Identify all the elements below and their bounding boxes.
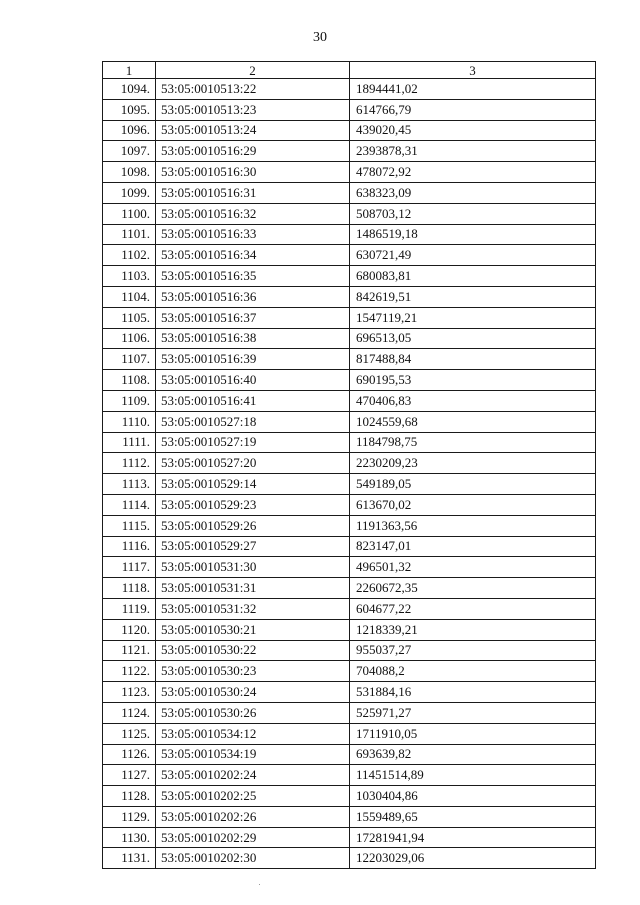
column-header: 3 [350,62,596,79]
page-number: 30 [313,30,327,45]
cadastral-value-cell: 613670,02 [350,494,596,515]
cadastral-value-cell: 680083,81 [350,266,596,287]
row-number-cell: 1128. [103,786,156,807]
table-row [103,765,596,786]
cadastral-number-cell: 53:05:0010516:30 [156,162,350,183]
cadastral-value-cell: 1030404,86 [350,786,596,807]
cadastral-number-cell: 53:05:0010513:23 [156,99,350,120]
table-row [103,702,596,723]
cadastral-number-cell: 53:05:0010516:29 [156,141,350,162]
row-number-cell: 1103. [103,266,156,287]
cadastral-number-cell: 53:05:0010516:41 [156,390,350,411]
table-row [103,182,596,203]
cadastral-value-cell: 696513,05 [350,328,596,349]
cadastral-number-cell: 53:05:0010516:35 [156,266,350,287]
row-number-cell: 1106. [103,328,156,349]
row-number-cell: 1120. [103,619,156,640]
row-number-cell: 1107. [103,349,156,370]
row-number-cell: 1112. [103,453,156,474]
table-row [103,682,596,703]
cadastral-value-cell: 496501,32 [350,557,596,578]
row-number-cell: 1126. [103,744,156,765]
cadastral-number-cell: 53:05:0010530:23 [156,661,350,682]
row-number-cell: 1116. [103,536,156,557]
table-row [103,515,596,536]
table-row [103,494,596,515]
row-number-cell: 1105. [103,307,156,328]
table-row [103,806,596,827]
cadastral-value-cell: 478072,92 [350,162,596,183]
table-row [103,598,596,619]
cadastral-number-cell: 53:05:0010527:18 [156,411,350,432]
row-number-cell: 1129. [103,806,156,827]
cadastral-value-cell: 2230209,23 [350,453,596,474]
cadastral-value-cell: 17281941,94 [350,827,596,848]
cadastral-value-cell: 604677,22 [350,598,596,619]
cadastral-value-cell: 549189,05 [350,474,596,495]
row-number-cell: 1099. [103,182,156,203]
cadastral-number-cell: 53:05:0010516:40 [156,370,350,391]
cadastral-value-cell: 508703,12 [350,203,596,224]
table-row [103,640,596,661]
cadastral-value-cell: 11451514,89 [350,765,596,786]
cadastral-value-cell: 690195,53 [350,370,596,391]
table-row [103,203,596,224]
cadastral-value-cell: 1547119,21 [350,307,596,328]
row-number-cell: 1101. [103,224,156,245]
cadastral-number-cell: 53:05:0010530:24 [156,682,350,703]
table-row [103,141,596,162]
cadastral-number-cell: 53:05:0010516:36 [156,286,350,307]
column-header: 2 [156,62,350,79]
cadastral-number-cell: 53:05:0010530:26 [156,702,350,723]
table-row [103,390,596,411]
row-number-cell: 1111. [103,432,156,453]
table-row [103,453,596,474]
cadastral-number-cell: 53:05:0010531:32 [156,598,350,619]
row-number-cell: 1113. [103,474,156,495]
cadastral-value-cell: 638323,09 [350,182,596,203]
cadastral-value-cell: 1191363,56 [350,515,596,536]
table-row [103,286,596,307]
table-row [103,79,596,100]
table-header-row [103,62,596,79]
cadastral-value-cell: 2260672,35 [350,578,596,599]
row-number-cell: 1108. [103,370,156,391]
row-number-cell: 1102. [103,245,156,266]
cadastral-number-cell: 53:05:0010202:29 [156,827,350,848]
cadastral-value-cell: 1559489,65 [350,806,596,827]
cadastral-number-cell: 53:05:0010529:26 [156,515,350,536]
column-header: 1 [103,62,156,79]
cadastral-value-cell: 693639,82 [350,744,596,765]
row-number-cell: 1121. [103,640,156,661]
table-row [103,307,596,328]
cadastral-number-cell: 53:05:0010513:22 [156,79,350,100]
cadastral-value-cell: 823147,01 [350,536,596,557]
cadastral-value-cell: 630721,49 [350,245,596,266]
row-number-cell: 1125. [103,723,156,744]
row-number-cell: 1123. [103,682,156,703]
cadastral-number-cell: 53:05:0010516:34 [156,245,350,266]
cadastral-value-cell: 614766,79 [350,99,596,120]
table-row [103,619,596,640]
cadastral-number-cell: 53:05:0010529:14 [156,474,350,495]
table-row [103,162,596,183]
table-row [103,474,596,495]
cadastral-value-cell: 1894441,02 [350,79,596,100]
cadastral-value-cell: 1711910,05 [350,723,596,744]
row-number-cell: 1096. [103,120,156,141]
row-number-cell: 1104. [103,286,156,307]
row-number-cell: 1119. [103,598,156,619]
cadastral-number-cell: 53:05:0010202:24 [156,765,350,786]
cadastral-value-table [102,61,596,869]
cadastral-value-cell: 1218339,21 [350,619,596,640]
table-row [103,786,596,807]
table-row [103,328,596,349]
cadastral-value-cell: 531884,16 [350,682,596,703]
cadastral-number-cell: 53:05:0010529:23 [156,494,350,515]
cadastral-number-cell: 53:05:0010534:19 [156,744,350,765]
row-number-cell: 1109. [103,390,156,411]
table-row [103,848,596,869]
row-number-cell: 1117. [103,557,156,578]
table-row [103,224,596,245]
cadastral-value-cell: 525971,27 [350,702,596,723]
cadastral-number-cell: 53:05:0010529:27 [156,536,350,557]
cadastral-number-cell: 53:05:0010527:20 [156,453,350,474]
row-number-cell: 1094. [103,79,156,100]
row-number-cell: 1115. [103,515,156,536]
row-number-cell: 1124. [103,702,156,723]
cadastral-number-cell: 53:05:0010531:30 [156,557,350,578]
cadastral-number-cell: 53:05:0010202:26 [156,806,350,827]
cadastral-number-cell: 53:05:0010516:39 [156,349,350,370]
row-number-cell: 1097. [103,141,156,162]
cadastral-value-cell: 704088,2 [350,661,596,682]
table-row [103,432,596,453]
table-row [103,827,596,848]
cadastral-value-cell: 817488,84 [350,349,596,370]
row-number-cell: 1131. [103,848,156,869]
cadastral-number-cell: 53:05:0010527:19 [156,432,350,453]
cadastral-number-cell: 53:05:0010531:31 [156,578,350,599]
table-row [103,349,596,370]
row-number-cell: 1100. [103,203,156,224]
cadastral-value-cell: 1486519,18 [350,224,596,245]
cadastral-number-cell: 53:05:0010513:24 [156,120,350,141]
cadastral-number-cell: 53:05:0010516:38 [156,328,350,349]
cadastral-number-cell: 53:05:0010516:33 [156,224,350,245]
row-number-cell: 1095. [103,99,156,120]
table-row [103,578,596,599]
cadastral-number-cell: 53:05:0010516:32 [156,203,350,224]
cadastral-value-cell: 470406,83 [350,390,596,411]
table-row [103,557,596,578]
cadastral-number-cell: 53:05:0010202:25 [156,786,350,807]
table-row [103,661,596,682]
cadastral-number-cell: 53:05:0010530:21 [156,619,350,640]
scan-speck [259,884,260,885]
table-row [103,245,596,266]
cadastral-number-cell: 53:05:0010516:37 [156,307,350,328]
cadastral-value-cell: 842619,51 [350,286,596,307]
cadastral-value-cell: 1024559,68 [350,411,596,432]
row-number-cell: 1098. [103,162,156,183]
cadastral-number-cell: 53:05:0010516:31 [156,182,350,203]
table-row [103,266,596,287]
row-number-cell: 1130. [103,827,156,848]
table-row [103,744,596,765]
table-row [103,411,596,432]
table-row [103,723,596,744]
table-row [103,370,596,391]
cadastral-value-cell: 12203029,06 [350,848,596,869]
row-number-cell: 1110. [103,411,156,432]
cadastral-value-cell: 2393878,31 [350,141,596,162]
table-body [103,79,596,869]
row-number-cell: 1114. [103,494,156,515]
cadastral-number-cell: 53:05:0010530:22 [156,640,350,661]
cadastral-value-cell: 1184798,75 [350,432,596,453]
table-row [103,536,596,557]
table-row [103,120,596,141]
cadastral-number-cell: 53:05:0010534:12 [156,723,350,744]
cadastral-value-cell: 955037,27 [350,640,596,661]
cadastral-number-cell: 53:05:0010202:30 [156,848,350,869]
row-number-cell: 1122. [103,661,156,682]
table-row [103,99,596,120]
cadastral-value-cell: 439020,45 [350,120,596,141]
row-number-cell: 1118. [103,578,156,599]
row-number-cell: 1127. [103,765,156,786]
